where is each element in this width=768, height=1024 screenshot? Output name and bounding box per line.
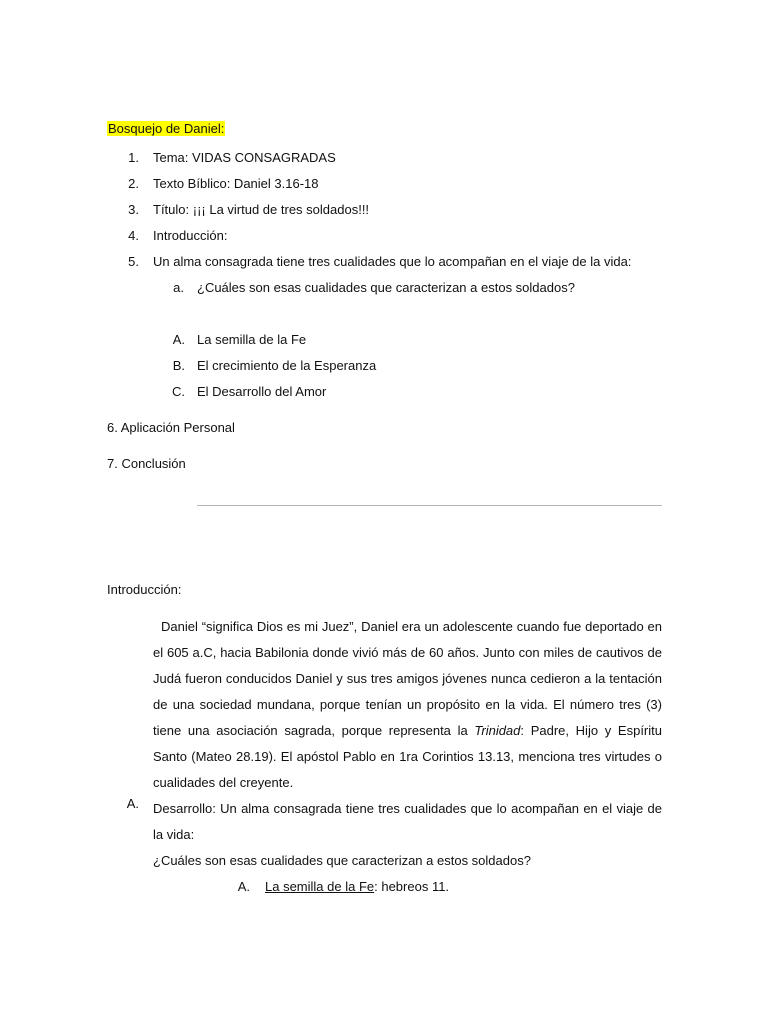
intro-text-1: Daniel “significa Dios es mi Juez”, Daniel era un adolescente cuando fue deportado en el 605 a.C, hacia Babilonia donde vivió más de 60 años. Junto con miles de cautivos de Judá fueron conducidos Daniel y sus tres amigos jóvenes nunca cedieron a la tentación de una sociedad mundana, porque tenían un propósito en la vida. El número tres (3) tiene una asociación sagrada, porque representa la — [153, 619, 662, 738]
quality-num-a: A. — [172, 332, 185, 347]
intro-heading: Introducción: — [107, 582, 182, 597]
section-divider — [197, 505, 662, 506]
outline-num-3: 3. — [128, 202, 139, 217]
intro-trinidad: Trinidad — [474, 723, 521, 738]
intro-paragraph — [153, 614, 662, 796]
outline-item-4: Introducción: — [153, 228, 228, 243]
outline-num-5: 5. — [128, 254, 139, 269]
desarrollo-question: ¿Cuáles son esas cualidades que caracterizan a estos soldados? — [153, 853, 531, 868]
outline-item-3: Título: ¡¡¡ La virtud de tres soldados!!! — [153, 202, 370, 217]
desarrollo-block — [153, 796, 662, 874]
faith-item — [265, 879, 449, 894]
desarrollo-text: Desarrollo: Un alma consagrada tiene tres cualidades que lo acompañan en el viaje de la vida: — [153, 801, 662, 842]
faith-item-reference: : hebreos 11. — [374, 879, 450, 894]
quality-hope: El crecimiento de la Esperanza — [197, 358, 377, 373]
faith-item-title: La semilla de la Fe — [265, 879, 375, 894]
desarrollo-num: A. — [126, 796, 139, 811]
quality-num-b: B. — [172, 358, 185, 373]
outline-item-1: Tema: VIDAS CONSAGRADAS — [153, 150, 336, 165]
outline-num-4: 4. — [128, 228, 139, 243]
outline-num-1: 1. — [128, 150, 139, 165]
heading-highlight: Bosquejo de Daniel: — [108, 121, 225, 136]
outline-heading — [107, 121, 225, 136]
outline-item-2: Texto Bíblico: Daniel 3.16-18 — [153, 176, 319, 191]
item-aplicacion: 6. Aplicación Personal — [107, 420, 235, 435]
outline-num-2: 2. — [128, 176, 139, 191]
intro-text-2: : Padre, Hijo y Espíritu Santo (Mateo 28.19). El apóstol Pablo en 1ra Corintios 13.13, menciona tres virtudes o cualidades del creyente. — [153, 723, 662, 790]
faith-item-num: A. — [237, 879, 250, 894]
quality-num-c: C. — [172, 384, 185, 399]
quality-love: El Desarrollo del Amor — [197, 384, 327, 399]
sub-question-num: a. — [173, 280, 184, 295]
item-conclusion: 7. Conclusión — [107, 456, 186, 471]
outline-item-5: Un alma consagrada tiene tres cualidades que lo acompañan en el viaje de la vida: — [153, 254, 632, 269]
sub-question: ¿Cuáles son esas cualidades que caracterizan a estos soldados? — [197, 280, 575, 295]
quality-faith: La semilla de la Fe — [197, 332, 307, 347]
